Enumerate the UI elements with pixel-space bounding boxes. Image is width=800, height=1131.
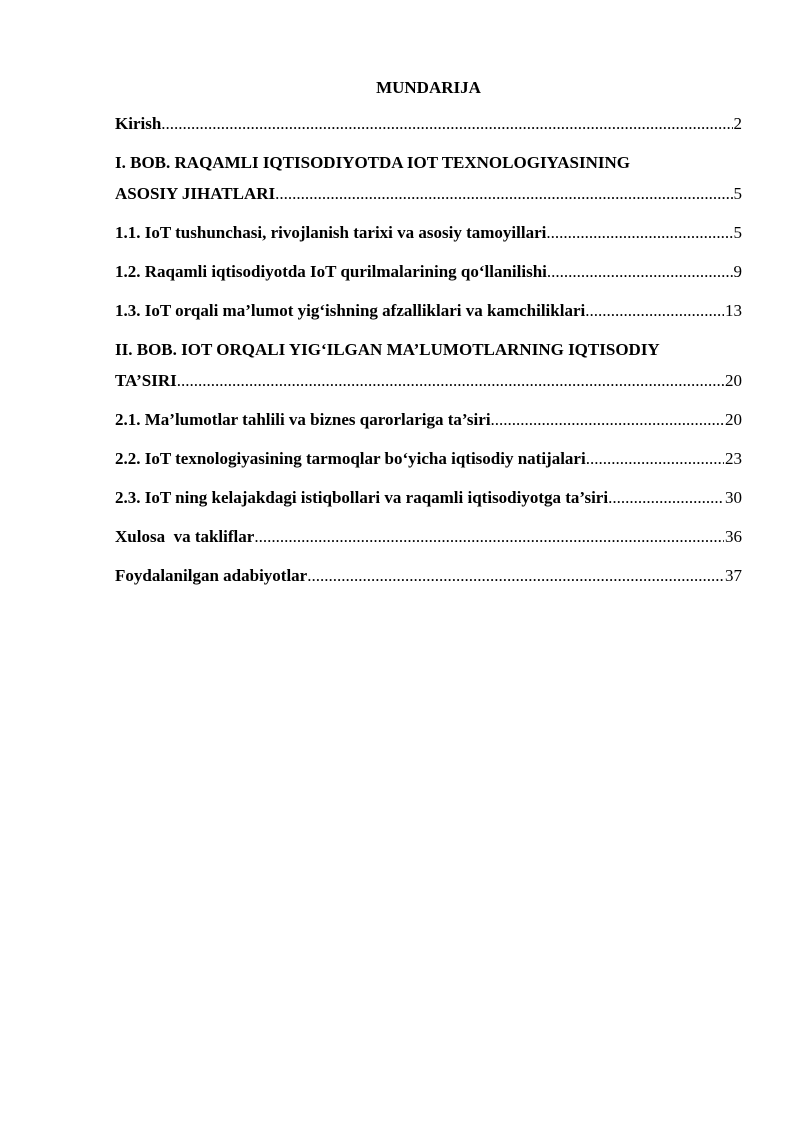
toc-line: [115, 404, 742, 435]
toc-entry-label: 2.1. Ma’lumotlar tahlili va biznes qarorlariga ta’siri: [115, 410, 491, 429]
toc-entry-label: 2.2. IoT texnologiyasining tarmoqlar bo‘yicha iqtisodiy natijalari: [115, 449, 586, 468]
toc-entry-chapter-2[interactable]: [115, 334, 742, 396]
toc-line: [115, 295, 742, 326]
toc-page-number: 37: [725, 566, 742, 585]
toc-line: [115, 482, 742, 513]
dot-leader: [254, 521, 724, 552]
toc-page-number: 20: [725, 410, 742, 429]
toc-page-number: 30: [725, 488, 742, 507]
toc-entry-label: TA’SIRI: [115, 371, 177, 390]
toc-page-number: 13: [725, 301, 742, 320]
toc-entry-label: Xulosa va takliflar: [115, 527, 255, 546]
dot-leader: [177, 365, 724, 396]
toc-page-number: 23: [725, 449, 742, 468]
document-page: [115, 76, 742, 599]
toc-entry-1-3[interactable]: [115, 295, 742, 326]
dot-leader: [546, 217, 732, 248]
dot-leader: [275, 178, 732, 209]
dot-leader: [307, 560, 724, 591]
toc-page-number: 36: [725, 527, 742, 546]
toc-entry-label: ASOSIY JIHATLARI: [115, 184, 276, 203]
toc-entry-1-1[interactable]: [115, 217, 742, 248]
toc-page-number: 20: [725, 371, 742, 390]
toc-entry-label: Kirish: [115, 114, 162, 133]
dot-leader: [547, 256, 733, 287]
toc-entry-2-2[interactable]: [115, 443, 742, 474]
toc-entry-chapter-1[interactable]: [115, 147, 742, 209]
toc-line: [115, 443, 742, 474]
dot-leader: [491, 404, 724, 435]
toc-page-number: 2: [733, 114, 742, 133]
toc-entry-label: 2.3. IoT ning kelajakdagi istiqbollari va raqamli iqtisodiyotga ta’siri: [115, 488, 609, 507]
toc-line: [115, 365, 742, 396]
toc-entry-1-2[interactable]: [115, 256, 742, 287]
toc-entry-xulosa[interactable]: [115, 521, 742, 552]
toc-entry-label: 1.2. Raqamli iqtisodiyotda IoT qurilmalarining qo‘llanilishi: [115, 262, 547, 281]
dot-leader: [585, 295, 724, 326]
toc-line: [115, 560, 742, 591]
toc-entry-2-3[interactable]: [115, 482, 742, 513]
toc-entry-label: 1.1. IoT tushunchasi, rivojlanish tarixi va asosiy tamoyillari: [115, 223, 547, 242]
toc-entry-label-line1: I. BOB. RAQAMLI IQTISODIYOTDA IOT TEXNOLOGIYASINING: [115, 153, 631, 172]
toc-line: [115, 256, 742, 287]
toc-entry-label: 1.3. IoT orqali ma’lumot yig‘ishning afzalliklari va kamchiliklari: [115, 301, 586, 320]
toc-line: [115, 521, 742, 552]
toc-page-number: 9: [733, 262, 742, 281]
toc-entry-label-line1: II. BOB. IOT ORQALI YIG‘ILGAN MA’LUMOTLARNING IQTISODIY: [115, 340, 660, 359]
dot-leader: [161, 108, 732, 139]
toc-line: [115, 217, 742, 248]
dot-leader: [586, 443, 724, 474]
toc-line: [115, 108, 742, 139]
toc-line: [115, 178, 742, 209]
toc-entry-2-1[interactable]: [115, 404, 742, 435]
toc-page-number: 5: [733, 184, 742, 203]
dot-leader: [608, 482, 724, 513]
toc-entry-adabiyotlar[interactable]: [115, 560, 742, 591]
toc-page-number: 5: [733, 223, 742, 242]
toc-entry-label: Foydalanilgan adabiyotlar: [115, 566, 308, 585]
toc-title: MUNDARIJA: [376, 78, 481, 97]
toc-entry-kirish[interactable]: [115, 108, 742, 139]
